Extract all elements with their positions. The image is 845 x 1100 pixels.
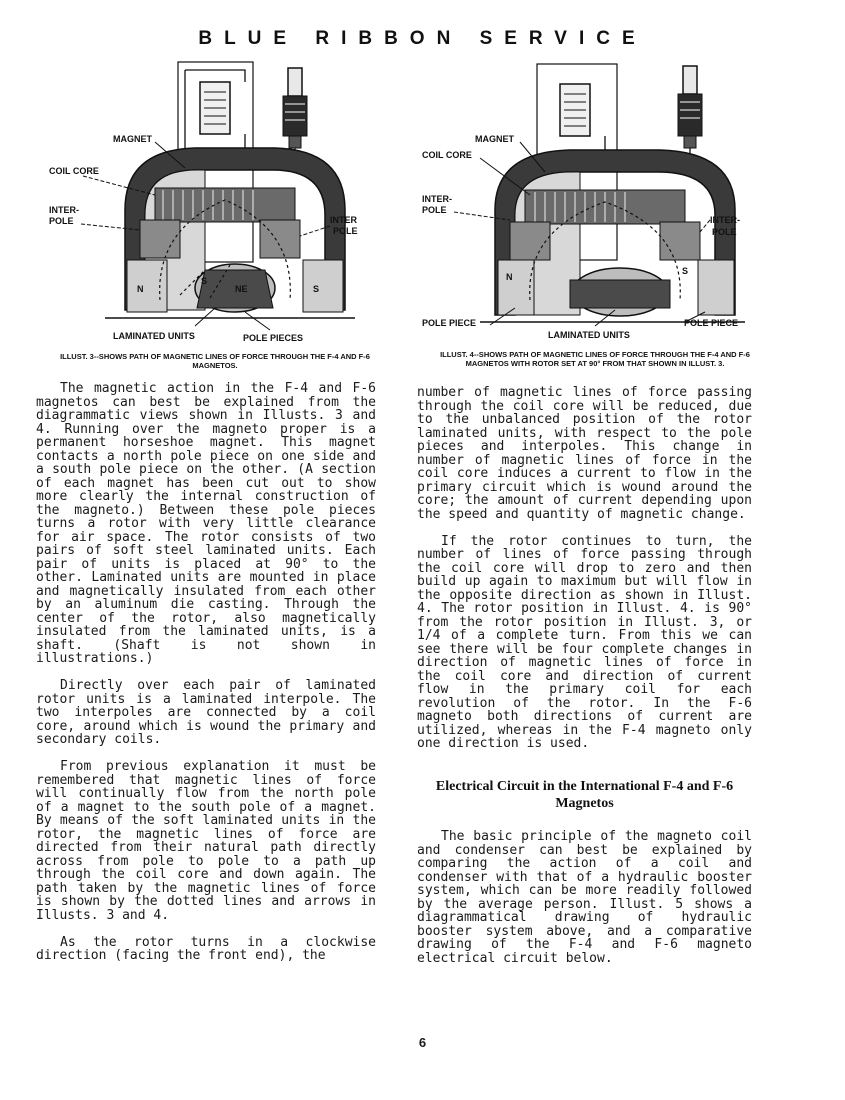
label-pole-s2: S bbox=[201, 276, 208, 286]
label-coil-core: COIL CORE bbox=[49, 166, 99, 176]
illustration-4 bbox=[420, 60, 765, 345]
label-pole-n: N bbox=[137, 284, 144, 294]
paragraph: As the rotor turns in a clockwise direction (facing the front end), the bbox=[36, 934, 376, 963]
label-inter-pole-right-1: INTER- bbox=[710, 215, 740, 225]
label-inter-pole-left-2: POLE bbox=[422, 205, 447, 215]
coil-core bbox=[155, 188, 295, 222]
page-number: 6 bbox=[418, 1035, 427, 1050]
interpole-right bbox=[260, 220, 300, 258]
right-column bbox=[417, 386, 752, 979]
laminated-units bbox=[570, 280, 670, 308]
magneto-diagram-rotor-position-1 bbox=[45, 60, 385, 345]
paragraph: The basic principle of the magneto coil and condenser can best be explained by comparing the action of a coil and condenser with that of a hydraulic booster system, which can be more readily followed by the average person. Illust. 5 shows a diagrammatical drawing of hydraulic booster system above, and a comparative drawing of the F-4 and F-6 magneto electrical circuit below. bbox=[417, 829, 752, 966]
magneto-diagram-rotor-position-2 bbox=[420, 60, 765, 345]
illustration-4-caption: ILLUST. 4--SHOWS PATH OF MAGNETIC LINES OF FORCE THROUGH THE F-4 AND F-6 MAGNETOS WITH ROTOR SET AT 90° FROM THAT SHOWN IN ILLUST. 3. bbox=[440, 350, 750, 368]
illustration-3 bbox=[45, 60, 385, 345]
paragraph: If the rotor continues to turn, the number of lines of force passing through the coil core will drop to zero and then build up again to maximum but will flow in the opposite direction as shown in Illust. 4. The rotor position in Illust. 4. is 90° from the rotor position in Illust. 3, or 1/4 of a complete turn. From this we can see there will be four complete changes in direction of magnetic lines of force in the coil core and direction of current flow in the primary coil for each revolution of the rotor. In the F-6 magneto both directions of current are utilized, whereas in the F-4 magneto only one direction is used. bbox=[417, 533, 752, 751]
label-inter-pole-right-1: INTER bbox=[330, 215, 357, 225]
page-header: BLUE RIBBON SERVICE bbox=[198, 28, 647, 49]
label-laminated-units: LAMINATED UNITS bbox=[548, 330, 630, 340]
paragraph: number of magnetic lines of force passing through the coil core will be reduced, due to the unbalanced position of the rotor laminated units, with respect to the pole pieces and interpoles. This change in number of magnetic lines of force in the coil core induces a current to flow in the primary circuit which is wound around the core; the amount of current depending upon the speed and quantity of magnetic change. bbox=[417, 385, 752, 522]
label-magnet: MAGNET bbox=[113, 134, 152, 144]
pole-piece-north bbox=[498, 260, 534, 315]
pole-piece-north bbox=[127, 260, 167, 312]
label-pole-piece-left: POLE PIECE bbox=[422, 318, 477, 328]
paragraph: Directly over each pair of laminated rotor units is a laminated interpole. The two interpoles are connected by a coil core, around which is wound the primary and secondary coils. bbox=[36, 678, 376, 747]
illustration-3-caption: ILLUST. 3--SHOWS PATH OF MAGNETIC LINES OF FORCE THROUGH THE F-4 AND F-6 MAGNETOS. bbox=[60, 352, 370, 370]
label-inter-pole-left-1: INTER- bbox=[422, 194, 452, 204]
label-magnet: MAGNET bbox=[475, 134, 514, 144]
section-heading: Electrical Circuit in the International F-4 and F-6 Magnetos bbox=[435, 779, 734, 811]
label-laminated-units: LAMINATED UNITS bbox=[113, 331, 195, 341]
label-pole-n: N bbox=[506, 272, 513, 282]
spark-plug-icon bbox=[283, 68, 307, 148]
interpole-left bbox=[140, 220, 180, 258]
label-pole-ne: NE bbox=[235, 284, 248, 294]
interpole-right bbox=[660, 222, 700, 260]
left-column bbox=[36, 382, 376, 976]
pole-piece-south bbox=[303, 260, 343, 312]
paragraph: From previous explanation it must be remembered that magnetic lines of force will continually flow from the north pole of a magnet to the south pole of a magnet. By means of the soft laminated units in the rotor, the magnetic lines of force are directed from their natural path directly across from pole to pole to a path up through the coil core and down again. The path taken by the magnetic lines of force is shown by the dotted lines and arrows in Illusts. 3 and 4. bbox=[36, 759, 376, 923]
label-coil-core: COIL CORE bbox=[422, 150, 472, 160]
label-pole-piece-right: POLE PIECE bbox=[684, 318, 739, 328]
label-inter-pole-left-2: POLE bbox=[49, 216, 74, 226]
label-pole-s: S bbox=[682, 266, 689, 276]
pole-piece-south bbox=[698, 260, 734, 315]
interpole-left bbox=[510, 222, 550, 260]
label-pole-pieces: POLE PIECES bbox=[243, 333, 304, 343]
label-pole-s: S bbox=[313, 284, 320, 294]
label-inter-pole-left-1: INTER- bbox=[49, 205, 79, 215]
label-inter-pole-right-2: POLE bbox=[712, 227, 737, 237]
paragraph: The magnetic action in the F-4 and F-6 magnetos can best be explained from the diagrammatic views shown in Illusts. 3 and 4. Running over the magneto proper is a permanent horseshoe magnet. This magnet contacts a north pole piece on one side and a south pole piece on the other. (A section of each magnet has been cut out to show more clearly the internal construction of the magneto.) Between these pole pieces turns a rotor with very little clearance for air space. The rotor consists of two pairs of soft steel laminated units. Each pair of units is placed at 90° to the other. Laminated units are mounted in place and magnetically insulated from each other by an aluminum die casting. Through the center of the rotor, also magnetically insulated from the laminated units, is a shaft. (Shaft is not shown in illustrations.) bbox=[36, 381, 376, 666]
label-inter-pole-right-2: POLE bbox=[333, 226, 358, 236]
spark-plug-icon bbox=[678, 66, 702, 148]
